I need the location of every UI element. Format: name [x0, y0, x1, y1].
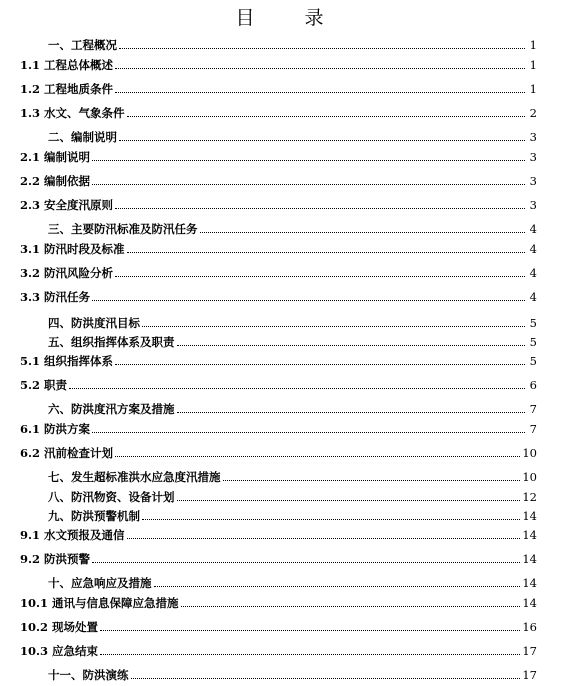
toc-page-number: 4 — [529, 222, 537, 236]
toc-section-entry[interactable] — [20, 618, 537, 634]
toc-entry-label: 6.1 防洪方案 — [20, 422, 91, 436]
toc-page-number: 16 — [522, 620, 537, 634]
toc-page-number: 17 — [522, 668, 537, 682]
toc-entry-label: 四、防洪度汛目标 — [48, 316, 140, 330]
toc-page-number: 2 — [529, 106, 537, 120]
toc-entry-label: 六、防洪度汛方案及措施 — [48, 402, 175, 416]
toc-page-number: 5 — [529, 354, 537, 368]
toc-dot-leader — [115, 276, 525, 277]
toc-entry-label: 9.2 防洪预警 — [20, 552, 91, 566]
toc-entry-label: 1.3 水文、气象条件 — [20, 106, 125, 120]
toc-section-entry[interactable] — [20, 420, 537, 436]
toc-dot-leader — [142, 326, 525, 327]
toc-entry-label: 6.2 汛前检查计划 — [20, 446, 114, 460]
toc-section-entry[interactable] — [20, 352, 537, 368]
toc-section-entry[interactable] — [20, 104, 537, 120]
toc-chapter-entry[interactable] — [48, 333, 537, 349]
toc-page-number: 14 — [522, 576, 537, 590]
toc-page-number: 7 — [529, 402, 537, 416]
toc-section-entry[interactable] — [20, 264, 537, 280]
toc-section-entry[interactable] — [20, 550, 537, 566]
toc-section-entry[interactable] — [20, 80, 537, 96]
toc-dot-leader — [119, 48, 525, 49]
toc-dot-leader — [177, 500, 521, 501]
toc-entry-label: 2.1 编制说明 — [20, 150, 91, 164]
toc-chapter-entry[interactable] — [48, 400, 537, 416]
toc-entry-label: 十一、防洪演练 — [48, 668, 129, 682]
toc-entry-label: 五、组织指挥体系及职责 — [48, 335, 175, 349]
toc-page-number: 12 — [522, 490, 537, 504]
toc-page-number: 1 — [529, 38, 537, 52]
toc-entry-label: 三、主要防汛标准及防汛任务 — [48, 222, 198, 236]
toc-page-number: 4 — [529, 290, 537, 304]
toc-chapter-entry[interactable] — [48, 314, 537, 330]
toc-chapter-entry[interactable] — [48, 128, 537, 144]
toc-section-entry[interactable] — [20, 56, 537, 72]
toc-page-number: 1 — [529, 82, 537, 96]
toc-dot-leader — [69, 388, 525, 389]
toc-entry-label: 10.3 应急结束 — [20, 644, 99, 658]
toc-dot-leader — [92, 562, 520, 563]
toc-chapter-entry[interactable] — [48, 220, 537, 236]
toc-chapter-entry[interactable] — [48, 36, 537, 52]
toc-entry-label: 5.2 职责 — [20, 378, 68, 392]
toc-chapter-entry[interactable] — [48, 507, 537, 523]
toc-dot-leader — [115, 92, 525, 93]
toc-page-number: 1 — [529, 58, 537, 72]
toc-dot-leader — [127, 538, 521, 539]
toc-entry-label: 七、发生超标准洪水应急度汛措施 — [48, 470, 221, 484]
toc-page-number: 4 — [529, 266, 537, 280]
toc-entry-label: 2.2 编制依据 — [20, 174, 91, 188]
toc-dot-leader — [181, 606, 521, 607]
toc-entry-label: 3.1 防汛时段及标准 — [20, 242, 125, 256]
toc-entry-label: 1.2 工程地质条件 — [20, 82, 114, 96]
toc-dot-leader — [131, 678, 521, 679]
toc-dot-leader — [115, 456, 520, 457]
toc-entry-label: 3.2 防汛风险分析 — [20, 266, 114, 280]
toc-entry-label: 九、防洪预警机制 — [48, 509, 140, 523]
toc-dot-leader — [142, 519, 520, 520]
toc-section-entry[interactable] — [20, 444, 537, 460]
toc-dot-leader — [177, 345, 526, 346]
toc-page-number: 14 — [522, 528, 537, 542]
toc-dot-leader — [92, 300, 525, 301]
toc-dot-leader — [200, 232, 526, 233]
toc-page-number: 14 — [522, 509, 537, 523]
toc-chapter-entry[interactable] — [48, 666, 537, 682]
toc-page-number: 14 — [522, 596, 537, 610]
toc-page-number: 3 — [529, 130, 537, 144]
toc-entry-label: 10.2 现场处置 — [20, 620, 99, 634]
toc-section-entry[interactable] — [20, 526, 537, 542]
toc-chapter-entry[interactable] — [48, 468, 537, 484]
toc-entry-label: 10.1 通讯与信息保障应急措施 — [20, 596, 179, 610]
toc-entry-label: 1.1 工程总体概述 — [20, 58, 114, 72]
toc-page-number: 17 — [522, 644, 537, 658]
toc-dot-leader — [177, 412, 526, 413]
toc-section-entry[interactable] — [20, 148, 537, 164]
toc-entry-label: 9.1 水文预报及通信 — [20, 528, 125, 542]
toc-dot-leader — [100, 630, 520, 631]
toc-entry-label: 十、应急响应及措施 — [48, 576, 152, 590]
toc-dot-leader — [92, 184, 525, 185]
toc-chapter-entry[interactable] — [48, 488, 537, 504]
toc-page-number: 10 — [522, 470, 537, 484]
toc-section-entry[interactable] — [20, 376, 537, 392]
toc-dot-leader — [92, 160, 525, 161]
toc-title: 目 录 — [235, 7, 346, 29]
toc-dot-leader — [119, 140, 525, 141]
toc-dot-leader — [100, 654, 520, 655]
toc-dot-leader — [115, 208, 525, 209]
toc-dot-leader — [223, 480, 521, 481]
toc-entry-label: 八、防汛物资、设备计划 — [48, 490, 175, 504]
toc-entry-label: 5.1 组织指挥体系 — [20, 354, 114, 368]
toc-section-entry[interactable] — [20, 594, 537, 610]
toc-section-entry[interactable] — [20, 240, 537, 256]
toc-page-number: 10 — [522, 446, 537, 460]
toc-section-entry[interactable] — [20, 196, 537, 212]
toc-section-entry[interactable] — [20, 642, 537, 658]
toc-page-number: 5 — [529, 335, 537, 349]
toc-chapter-entry[interactable] — [48, 574, 537, 590]
toc-page-number: 3 — [529, 150, 537, 164]
toc-page-number: 14 — [522, 552, 537, 566]
toc-dot-leader — [127, 116, 525, 117]
toc-page-number: 3 — [529, 174, 537, 188]
toc-dot-leader — [154, 586, 521, 587]
toc-entry-label: 3.3 防汛任务 — [20, 290, 91, 304]
toc-page-number: 4 — [529, 242, 537, 256]
toc-page-number: 6 — [529, 378, 537, 392]
toc-page-number: 7 — [529, 422, 537, 436]
toc-dot-leader — [115, 68, 525, 69]
toc-dot-leader — [115, 364, 525, 365]
toc-entry-label: 2.3 安全度汛原则 — [20, 198, 114, 212]
toc-page-number: 3 — [529, 198, 537, 212]
toc-page-number: 5 — [529, 316, 537, 330]
toc-entry-label: 二、编制说明 — [48, 130, 117, 144]
toc-section-entry[interactable] — [20, 172, 537, 188]
toc-dot-leader — [127, 252, 525, 253]
toc-dot-leader — [92, 432, 525, 433]
toc-section-entry[interactable] — [20, 288, 537, 304]
toc-entry-label: 一、工程概况 — [48, 38, 117, 52]
